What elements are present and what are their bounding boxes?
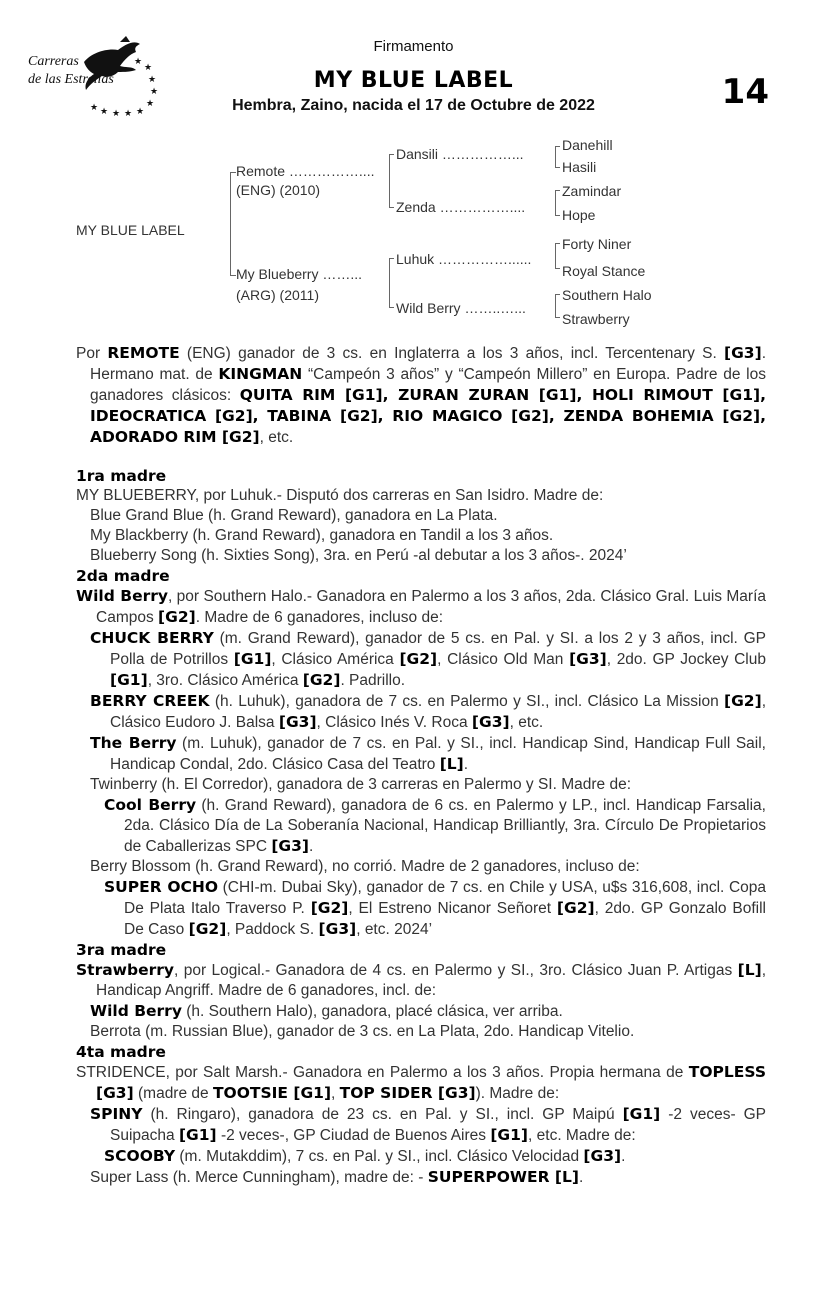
pedigree-dam: My Blueberry ……... (236, 266, 363, 282)
sire-paragraph: Por REMOTE (ENG) ganador de 3 cs. en Inglaterra a los 3 años, incl. Tercentenary S. [G3]. Hermano mat. de KINGMAN “Campeón 3 años” y “Campeón Millero” en Europa. Padre de los ganadores clásicos: QUITA RIM [G1], ZURAN ZURAN [G1], HOLI RIMOUT [G1], IDEOCRATICA [G2], TABINA [G2], RIO MAGICO [G2], ZENDA BOHEMIA [G2], ADORADO RIM [G2], etc. (76, 344, 766, 446)
produce-item: Twinberry (h. El Corredor), ganadora de 3 carreras en Palermo y SI. Madre de: (90, 776, 632, 793)
produce-item: Berry Blossom (h. Grand Reward), no corrió. Madre de 2 ganadores, incluso de: (90, 858, 640, 875)
second-dam-line: Wild Berry, por Southern Halo.- Ganadora en Palermo a los 3 años, 2da. Clásico Gral. Luis María Campos [G2]. Madre de 6 ganadores, incluso de: (76, 587, 766, 626)
svg-text:★: ★ (112, 109, 121, 119)
sire-heading: Firmamento (373, 38, 454, 55)
produce-item: Berrota (m. Russian Blue), ganador de 3 cs. en La Plata, 2do. Handicap Vitelio. (90, 1023, 635, 1040)
pedigree-chart (0, 0, 827, 340)
horse-description: Hembra, Zaino, nacida el 17 de Octubre de 2022 (232, 97, 595, 114)
pedigree-dam-origin: (ARG) (2011) (236, 287, 319, 303)
svg-text:★: ★ (134, 57, 143, 67)
fourth-dam-line: STRIDENCE, por Salt Marsh.- Ganadora en Palermo a los 3 años. Propia hermana de TOPLESS [G3] (madre de TOOTSIE [G1], TOP SIDER [G3]). Madre de: (76, 1063, 766, 1102)
svg-text:★: ★ (144, 63, 153, 73)
pedigree-sds: Zamindar (562, 183, 622, 199)
produce-item: SCOOBY (m. Mutakddim), 7 cs. en Pal. y SI., incl. Clásico Velocidad [G3]. (104, 1147, 626, 1165)
pedigree-dds: Southern Halo (562, 287, 652, 303)
produce-item: Blue Grand Blue (h. Grand Reward), ganadora en La Plata. (90, 507, 498, 524)
pedigree-sdd: Hope (562, 207, 596, 223)
svg-text:★: ★ (90, 103, 99, 113)
second-dam-heading: 2da madre (76, 567, 170, 585)
third-dam-line: Strawberry, por Logical.- Ganadora de 4 cs. en Palermo y SI., 3ro. Clásico Juan P. Artigas [L], Handicap Angriff. Madre de 6 ganadores, incl. de: (76, 961, 766, 999)
logo-text-estrellas: de las Estrellas (28, 72, 114, 87)
pedigree-dsd: Royal Stance (562, 263, 646, 279)
catalog-text (76, 343, 766, 1188)
fourth-dam-heading: 4ta madre (76, 1043, 166, 1061)
produce-item: SUPER OCHO (CHI-m. Dubai Sky), ganador de 7 cs. en Chile y USA, u$s 316,608, incl. Copa De Plata Italo Traverso P. [G2], El Estreno Nicanor Señoret [G2], 2do. GP Gonzalo Bofill De Caso [G2], Paddock S. [G3], etc. 2024’ (104, 878, 767, 938)
produce-item: BERRY CREEK (h. Luhuk), ganadora de 7 cs. en Palermo y SI., incl. Clásico La Mission [G2], Clásico Eudoro J. Balsa [G3], Clásico Inés V. Roca [G3], etc. (90, 692, 766, 731)
svg-text:★: ★ (148, 75, 157, 85)
first-dam-line: MY BLUEBERRY, por Luhuk.- Disputó dos carreras en San Isidro. Madre de: (76, 487, 604, 504)
produce-item: SPINY (h. Ringaro), ganadora de 23 cs. en Pal. y SI., incl. GP Maipú [G1] -2 veces- GP Suipacha [G1] -2 veces-, GP Ciudad de Buenos Aires [G1], etc. Madre de: (90, 1105, 766, 1144)
pedigree-sd: Zenda …………….... (396, 199, 526, 215)
svg-text:★: ★ (124, 109, 133, 119)
svg-text:★: ★ (146, 99, 155, 109)
pedigree-sire-origin: (ENG) (2010) (236, 182, 321, 198)
produce-item: CHUCK BERRY (m. Grand Reward), ganador de 5 cs. en Pal. y SI. a los 2 y 3 años, incl. GP Polla de Potrillos [G1], Clásico América [G2], Clásico Old Man [G3], 2do. GP Jockey Club [G1], 3ro. Clásico América [G2]. Padrillo. (90, 629, 766, 689)
pedigree-sire: Remote …………….... (236, 163, 375, 179)
pedigree-dss: Forty Niner (562, 236, 632, 252)
produce-item: Super Lass (h. Merce Cunningham), madre de: - SUPERPOWER [L]. (90, 1168, 584, 1186)
pedigree-ss: Dansili ……………... (396, 146, 524, 162)
svg-text:★: ★ (136, 107, 145, 117)
pedigree-ds: Luhuk ……………...... (396, 251, 532, 267)
produce-item: The Berry (m. Luhuk), ganador de 7 cs. en Pal. y SI., incl. Handicap Sind, Handicap Full Sail, Handicap Condal, 2do. Clásico Casa del Teatro [L]. (90, 734, 766, 773)
logo-text-carreras: Carreras (28, 54, 79, 69)
pedigree-dd: Wild Berry ……..…... (396, 300, 526, 316)
pedigree-ssd: Hasili (562, 159, 597, 175)
pedigree-subject: MY BLUE LABEL (76, 222, 185, 238)
produce-item: Wild Berry (h. Southern Halo), ganadora, placé clásica, ver arriba. (90, 1002, 563, 1020)
produce-item: Cool Berry (h. Grand Reward), ganadora de 6 cs. en Palermo y LP., incl. Handicap Farsalia, 2da. Clásico Día de La Soberanía Nacional, Handicap Brilliantly, 3ra. Círculo De Propietarios de Caballerizas SPC [G3]. (104, 796, 766, 855)
pedigree-sss: Danehill (562, 137, 613, 153)
produce-item: Blueberry Song (h. Sixties Song), 3ra. en Perú -al debutar a los 3 años-. 2024’ (90, 547, 627, 564)
produce-item: My Blackberry (h. Grand Reward), ganadora en Tandil a los 3 años. (90, 527, 554, 544)
svg-text:★: ★ (150, 87, 159, 97)
first-dam-heading: 1ra madre (76, 467, 167, 485)
pedigree-ddd: Strawberry (562, 311, 630, 327)
third-dam-heading: 3ra madre (76, 941, 167, 959)
horse-name: MY BLUE LABEL (313, 68, 514, 93)
svg-text:★: ★ (100, 107, 109, 117)
lot-number: 14 (721, 72, 769, 112)
